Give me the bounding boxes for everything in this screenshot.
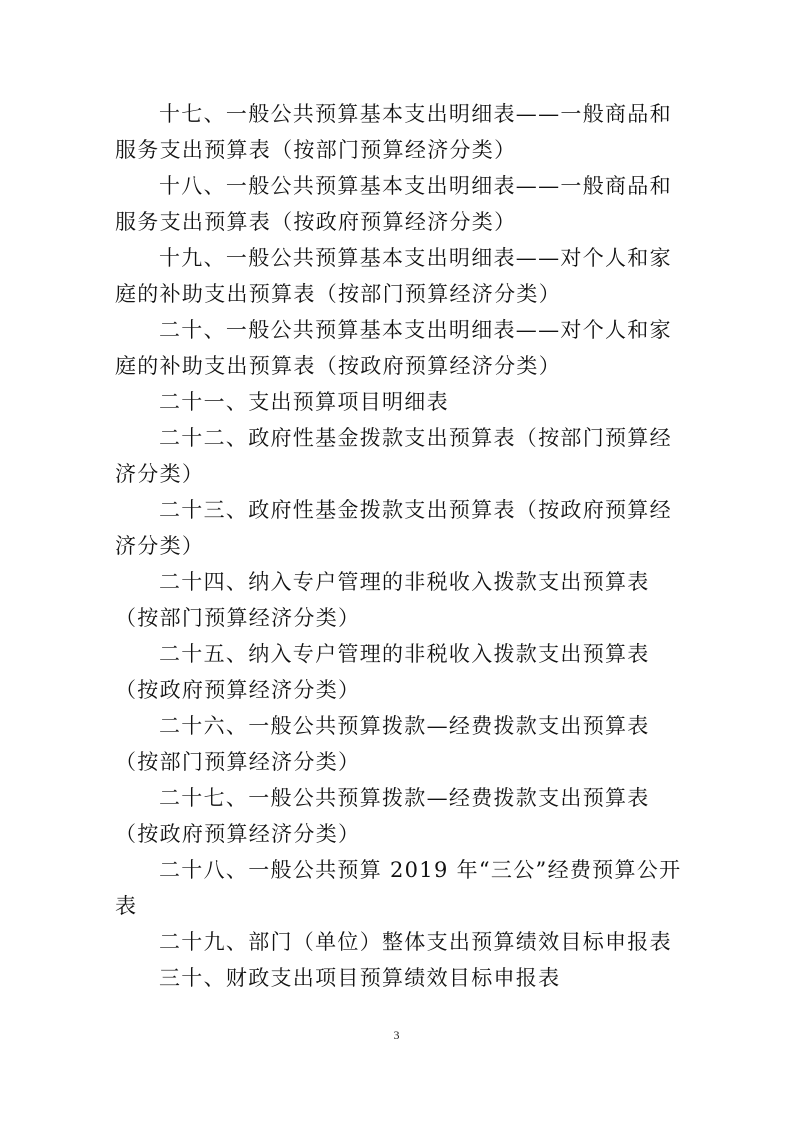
- list-item: 十九、一般公共预算基本支出明细表——对个人和家庭的补助支出预算表（按部门预算经济分类）: [115, 246, 672, 306]
- list-item: 二十一、支出预算项目明细表: [159, 390, 449, 414]
- list-item: 二十二、政府性基金拨款支出预算表（按部门预算经济分类）: [115, 426, 672, 486]
- list-item: 二十五、纳入专户管理的非税收入拨款支出预算表（按政府预算经济分类）: [115, 642, 650, 702]
- list-item: 十七、一般公共预算基本支出明细表——一般商品和服务支出预算表（按部门预算经济分类）: [115, 102, 672, 162]
- list-item: 二十四、纳入专户管理的非税收入拨款支出预算表（按部门预算经济分类）: [115, 570, 650, 630]
- list-item: 二十八、一般公共预算 2019 年“三公”经费预算公开表: [115, 858, 682, 918]
- page-number: 3: [393, 1028, 400, 1042]
- document-body: [115, 96, 690, 996]
- list-item: 二十三、政府性基金拨款支出预算表（按政府预算经济分类）: [115, 498, 672, 558]
- list-item: 三十、财政支出项目预算绩效目标申报表: [159, 966, 561, 990]
- list-item: 二十七、一般公共预算拨款—经费拨款支出预算表（按政府预算经济分类）: [115, 786, 650, 846]
- list-item: 二十六、一般公共预算拨款—经费拨款支出预算表（按部门预算经济分类）: [115, 714, 650, 774]
- list-item: 二十、一般公共预算基本支出明细表——对个人和家庭的补助支出预算表（按政府预算经济分类）: [115, 318, 672, 378]
- list-item: 十八、一般公共预算基本支出明细表——一般商品和服务支出预算表（按政府预算经济分类）: [115, 174, 672, 234]
- list-item: 二十九、部门（单位）整体支出预算绩效目标申报表: [159, 930, 672, 954]
